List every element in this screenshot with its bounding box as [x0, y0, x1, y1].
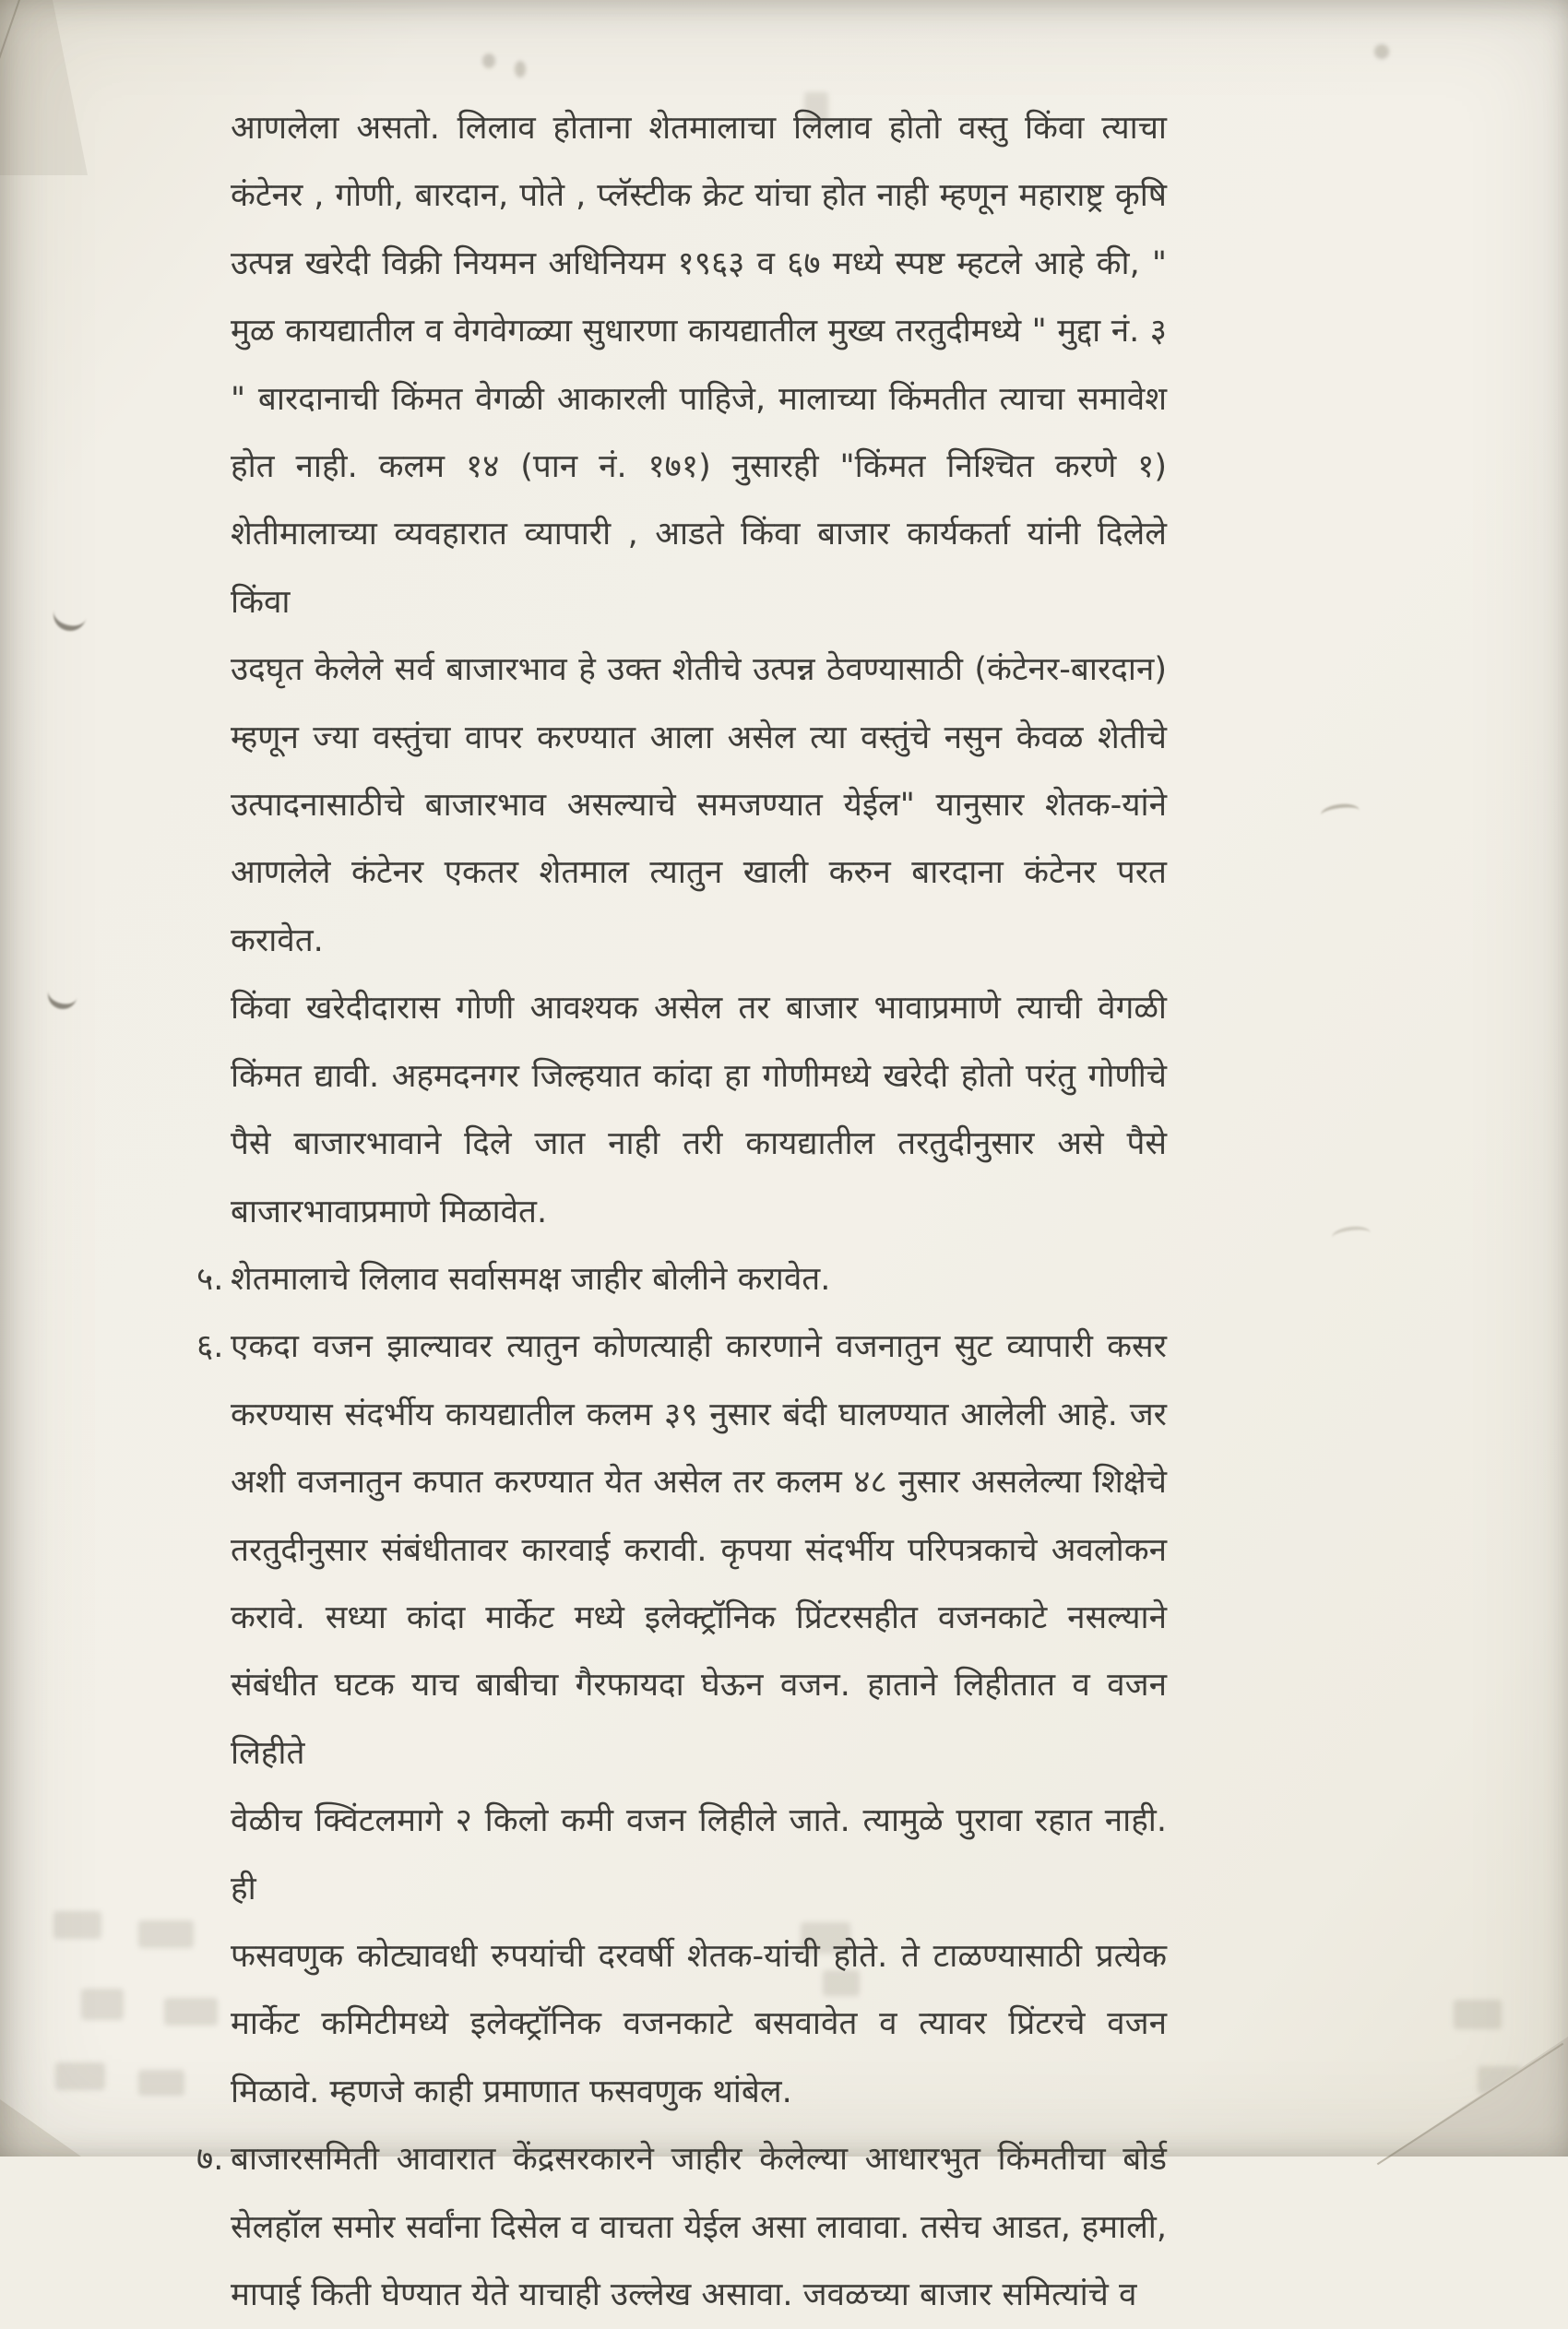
- document-text: [196, 95, 1167, 2329]
- list-item-7: [196, 2126, 1167, 2329]
- item-number: ७.: [196, 2141, 224, 2179]
- text-line: अशी वजनातुन कपात करण्यात येत असेल तर कलम ४८ नुसार असलेल्या शिक्षेचे: [231, 1464, 1167, 1502]
- text-line: मार्केट कमिटीमध्ये इलेक्ट्रॉनिक वजनकाटे बसवावेत व त्यावर प्रिंटरचे वजन: [231, 2005, 1167, 2043]
- text-line: करावे. सध्या कांदा मार्केट मध्ये इलेक्ट्रॉनिक प्रिंटरसहीत वजनकाटे नसल्याने: [231, 1598, 1167, 1636]
- text-line: किंवा खरेदीदारास गोणी आवश्यक असेल तर बाजार भावाप्रमाणे त्याची वेगळी: [231, 990, 1167, 1028]
- text-line: किंमत द्यावी. अहमदनगर जिल्हयात कांदा हा गोणीमध्ये खरेदी होतो परंतु गोणीचे: [231, 1057, 1167, 1095]
- scan-corner-fold-bottom-left: [0, 2099, 81, 2157]
- text-line: बाजारभावाप्रमाणे मिळावेत.: [231, 1193, 548, 1230]
- text-line: संबंधीत घटक याच बाबीचा गैरफायदा घेऊन वजन. हाताने लिहीतात व वजन लिहीते: [231, 1667, 1167, 1772]
- text-line: उत्पादनासाठीचे बाजारभाव असल्याचे समजण्यात येईल" यानुसार शेतक-यांने: [231, 787, 1167, 825]
- scan-mark-left-margin: [45, 977, 81, 1013]
- scan-ghost-mark: [1454, 2000, 1502, 2029]
- text-line: मिळावे. म्हणजे काही प्रमाणात फसवणुक थांबेल.: [231, 2073, 792, 2110]
- scan-ghost-mark: [138, 2070, 184, 2096]
- text-line: एकदा वजन झाल्यावर त्यातुन कोणत्याही कारणाने वजनातुन सुट व्यापारी कसर: [231, 1328, 1167, 1366]
- text-line: मापाई किती घेण्यात येते याचाही उल्लेख असावा. जवळच्या बाजार समित्यांचे व: [231, 2276, 1137, 2313]
- text-line: " बारदानाची किंमत वेगळी आकारली पाहिजे, मालाच्या किंमतीत त्याचा समावेश: [231, 380, 1167, 418]
- text-line: मुळ कायद्यातील व वेगवेगळ्या सुधारणा कायद्यातील मुख्य तरतुदीमध्ये " मुद्दा नं. ३: [231, 313, 1167, 351]
- text-line: फसवणुक कोट्यावधी रुपयांची दरवर्षी शेतक-यांची होते. ते टाळण्यासाठी प्रत्येक: [231, 1937, 1167, 1975]
- text-line: शेतीमालाच्या व्यवहारात व्यापारी , आडते किंवा बाजार कार्यकर्ता यांनी दिलेले किंवा: [231, 516, 1167, 621]
- text-line: वेळीच क्विंटलमागे २ किलो कमी वजन लिहीले जाते. त्यामुळे पुरावा रहात नाही. ही: [231, 1802, 1167, 1907]
- scan-mark-left-margin: [50, 594, 90, 635]
- text-line: म्हणून ज्या वस्तुंचा वापर करण्यात आला असेल त्या वस्तुंचे नसुन केवळ शेतीचे: [231, 719, 1167, 756]
- text-line: आणलेला असतो. लिलाव होताना शेतमालाचा लिलाव होतो वस्तु किंवा त्याचा: [231, 110, 1167, 147]
- item-number: ६.: [196, 1328, 224, 1366]
- list-item-5: [196, 1246, 1167, 1313]
- scan-smudge: [1374, 44, 1389, 59]
- text-line: पैसे बाजारभावाने दिले जात नाही तरी कायद्यातील तरतुदीनुसार असे पैसे: [231, 1125, 1167, 1163]
- scan-corner-shadow-top-left: [0, 0, 88, 175]
- scan-ghost-mark: [81, 1989, 124, 2020]
- scan-ghost-mark: [55, 2062, 105, 2090]
- text-line: उत्पन्न खरेदी विक्री नियमन अधिनियम १९६३ व ६७ मध्ये स्पष्ट म्हटले आहे की, ": [231, 244, 1167, 282]
- list-item-6: [196, 1313, 1167, 2126]
- scan-mark-right-margin: [1331, 1225, 1372, 1246]
- scan-ghost-mark: [138, 1920, 194, 1948]
- text-line: आणलेले कंटेनर एकतर शेतमाल त्यातुन खाली करुन बारदाना कंटेनर परत करावेत.: [231, 854, 1167, 959]
- scan-smudge: [515, 61, 526, 77]
- scan-smudge: [482, 53, 495, 68]
- text-line: सेलहॉल समोर सर्वांना दिसेल व वाचता येईल असा लावावा. तसेच आडत, हमाली,: [231, 2208, 1167, 2246]
- scan-ghost-mark: [164, 1998, 218, 2026]
- text-line: शेतमालाचे लिलाव सर्वासमक्ष जाहीर बोलीने करावेत.: [231, 1260, 831, 1298]
- text-line: बाजारसमिती आवारात केंद्रसरकारने जाहीर केलेल्या आधारभुत किंमतीचा बोर्ड: [231, 2141, 1167, 2179]
- item-number: ५.: [196, 1260, 224, 1298]
- scan-ghost-mark: [53, 1911, 101, 1939]
- text-line: उदघृत केलेले सर्व बाजारभाव हे उक्त शेतीचे उत्पन्न ठेवण्यासाठी (कंटेनर-बारदान): [231, 651, 1167, 689]
- scan-mark-right-margin: [1320, 802, 1360, 824]
- text-line: कंटेनर , गोणी, बारदान, पोते , प्लॅस्टीक क्रेट यांचा होत नाही म्हणून महाराष्ट्र कृषि: [231, 177, 1167, 215]
- text-line: करण्यास संदर्भीय कायद्यातील कलम ३९ नुसार बंदी घालण्यात आलेली आहे. जर: [231, 1396, 1167, 1433]
- paragraph-continuation: [231, 95, 1167, 1246]
- text-line: तरतुदीनुसार संबंधीतावर कारवाई करावी. कृपया संदर्भीय परिपत्रकाचे अवलोकन: [231, 1531, 1167, 1569]
- text-line: होत नाही. कलम १४ (पान नं. १७१) नुसारही "किंमत निश्चित करणे १): [231, 448, 1167, 486]
